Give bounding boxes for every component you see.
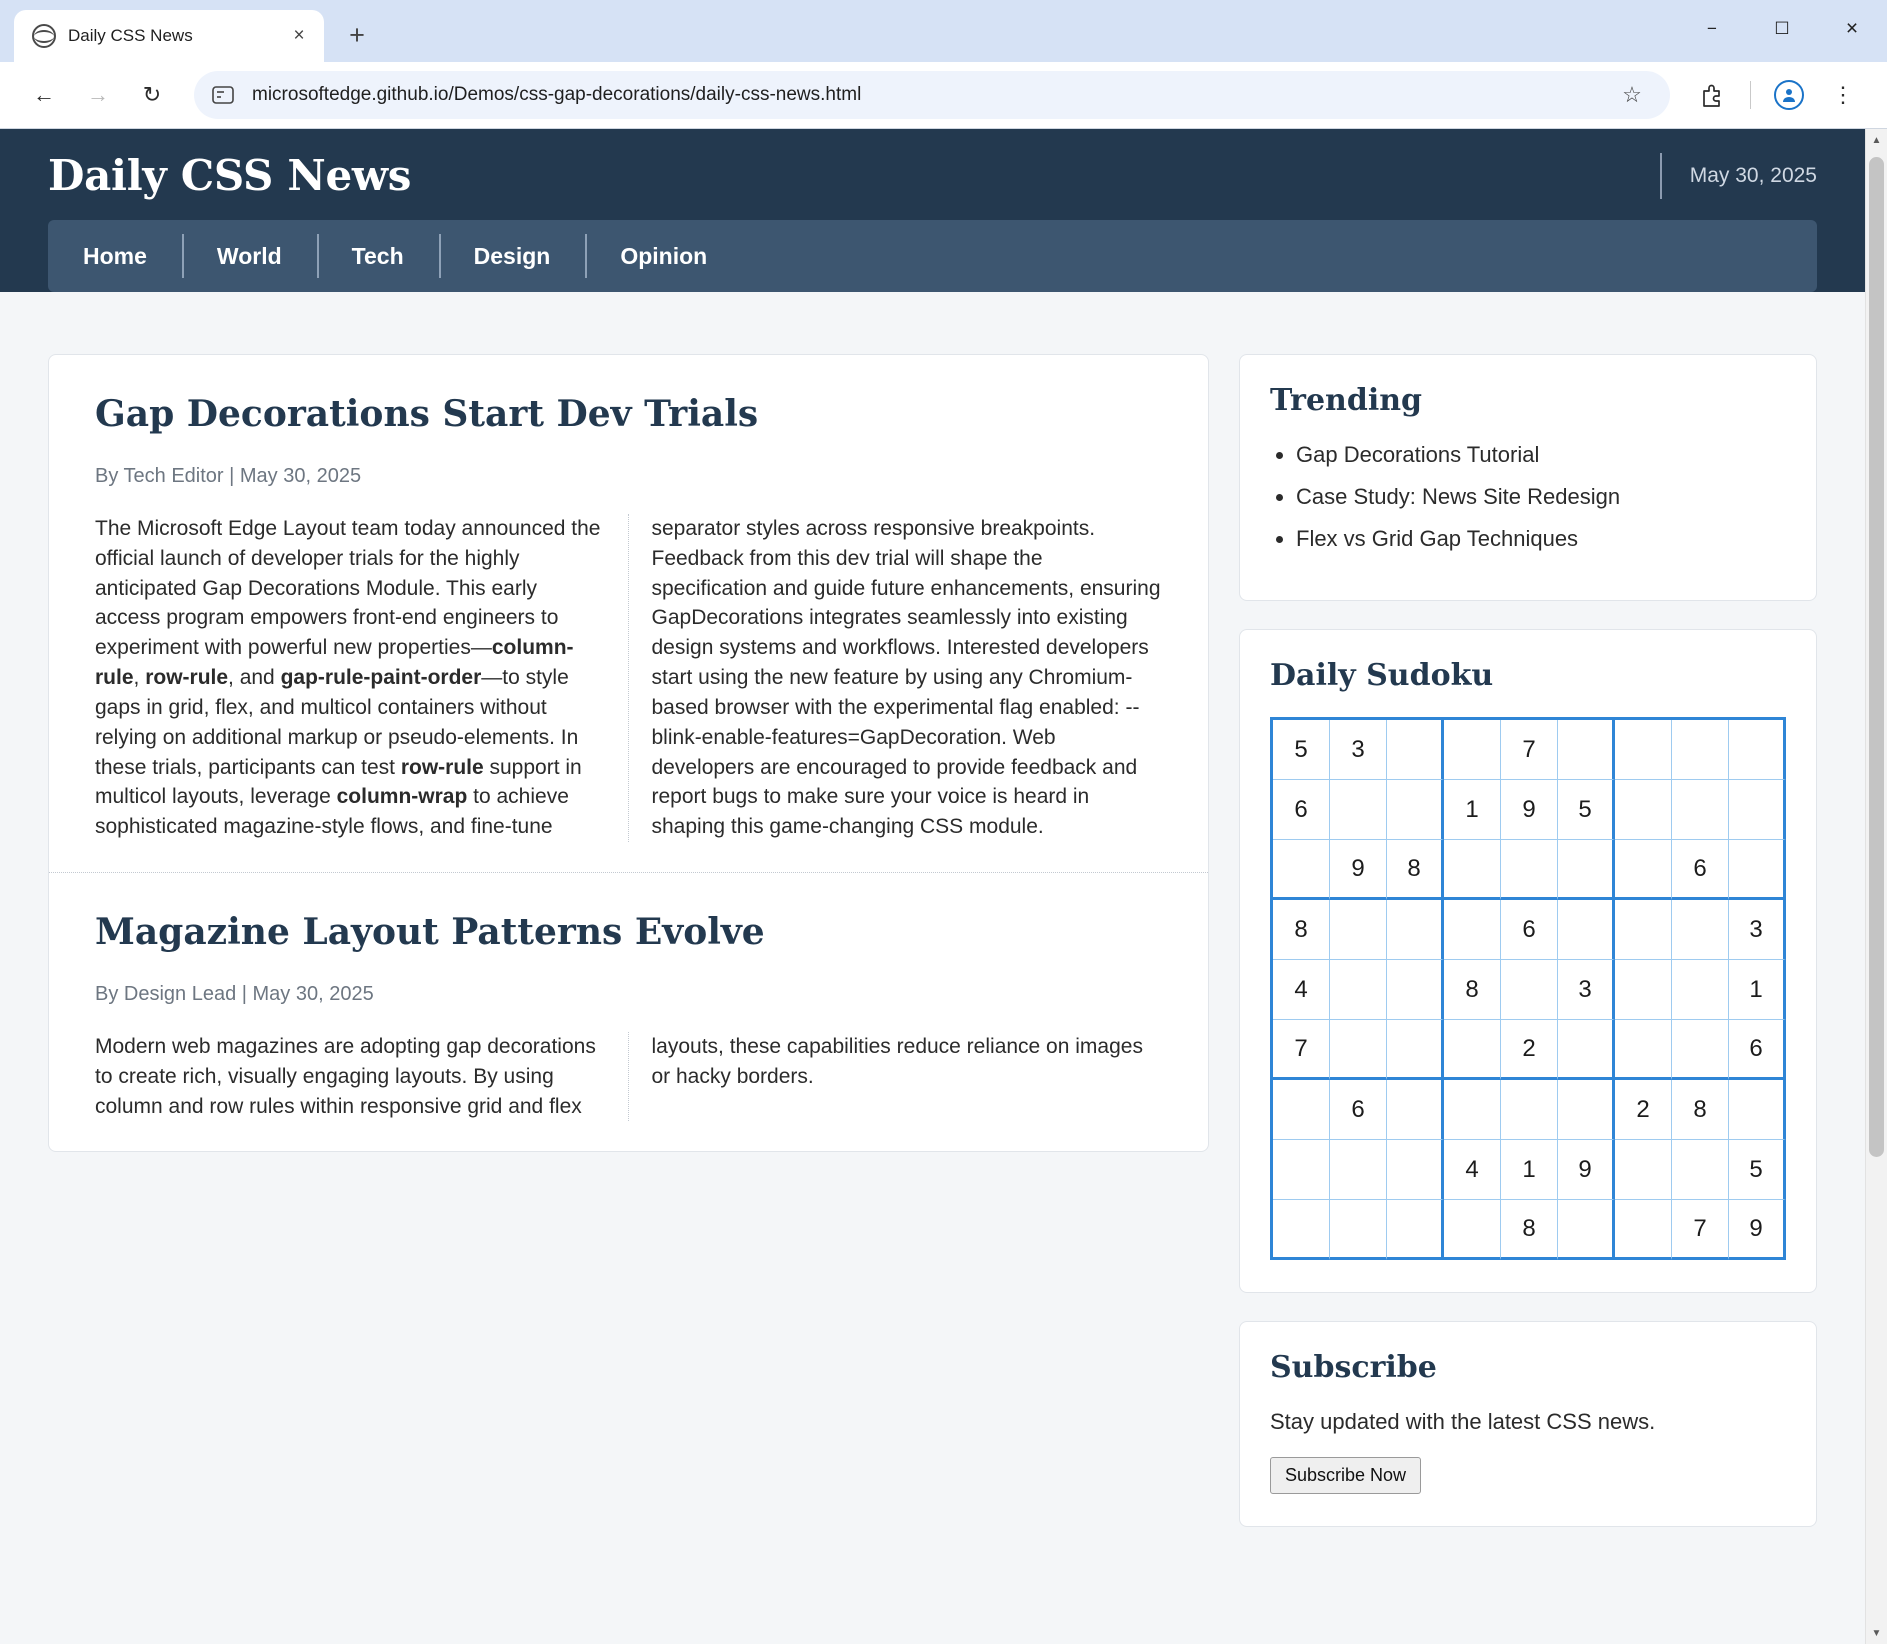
sudoku-cell[interactable] — [1729, 720, 1786, 780]
web-page — [0, 129, 1865, 1644]
article-headline: Magazine Layout Patterns Evolve — [95, 910, 765, 953]
nav-item-world[interactable]: World — [182, 220, 317, 292]
sudoku-cell[interactable]: 6 — [1330, 1080, 1387, 1140]
sudoku-cell[interactable]: 4 — [1444, 1140, 1501, 1200]
sudoku-cell[interactable]: 9 — [1501, 780, 1558, 840]
sudoku-cell[interactable] — [1729, 1080, 1786, 1140]
subscribe-widget — [1239, 1321, 1817, 1527]
sudoku-cell[interactable] — [1615, 1140, 1672, 1200]
tab-close-icon[interactable]: × — [293, 25, 305, 46]
sudoku-cell[interactable] — [1273, 1140, 1330, 1200]
sudoku-cell[interactable] — [1615, 720, 1672, 780]
extensions-icon[interactable] — [1688, 71, 1736, 119]
sudoku-cell[interactable]: 9 — [1330, 840, 1387, 900]
sudoku-cell[interactable]: 9 — [1729, 1200, 1786, 1260]
scrollbar-thumb[interactable] — [1869, 157, 1884, 1157]
bookmark-star-icon[interactable]: ☆ — [1622, 82, 1642, 107]
sudoku-cell[interactable] — [1444, 1200, 1501, 1260]
list-item[interactable]: • Gap Decorations Tutorial — [1296, 442, 1786, 468]
sudoku-cell[interactable] — [1444, 840, 1501, 900]
sudoku-cell[interactable]: 9 — [1558, 1140, 1615, 1200]
sudoku-cell[interactable] — [1672, 780, 1729, 840]
trending-list — [1270, 442, 1786, 552]
sudoku-cell[interactable]: 3 — [1729, 900, 1786, 960]
sudoku-cell[interactable]: 4 — [1273, 960, 1330, 1020]
nav-item-opinion[interactable]: Opinion — [585, 220, 742, 292]
sudoku-cell[interactable] — [1615, 900, 1672, 960]
sudoku-cell[interactable] — [1558, 900, 1615, 960]
sudoku-cell[interactable] — [1387, 960, 1444, 1020]
browser-toolbar — [0, 62, 1887, 128]
sudoku-cell[interactable]: 1 — [1444, 780, 1501, 840]
sudoku-cell[interactable] — [1558, 720, 1615, 780]
sudoku-cell[interactable]: 3 — [1558, 960, 1615, 1020]
sudoku-cell[interactable]: 8 — [1501, 1200, 1558, 1260]
subscribe-title: Subscribe — [1270, 1350, 1437, 1385]
sudoku-cell[interactable]: 6 — [1729, 1020, 1786, 1080]
sudoku-cell[interactable] — [1444, 900, 1501, 960]
sudoku-cell[interactable]: 2 — [1615, 1080, 1672, 1140]
sudoku-grid[interactable] — [1270, 717, 1786, 1260]
back-icon[interactable]: ← — [33, 82, 55, 107]
sudoku-cell[interactable] — [1273, 1080, 1330, 1140]
page-scrollbar[interactable] — [1865, 129, 1887, 1644]
article — [49, 355, 1208, 872]
sudoku-cell[interactable] — [1672, 960, 1729, 1020]
sudoku-cell[interactable] — [1558, 1200, 1615, 1260]
scroll-up-icon[interactable]: ▲ — [1871, 134, 1882, 146]
site-title: Daily CSS News — [48, 151, 412, 200]
url-text: microsoftedge.github.io/Demos/css-gap-decorations/daily-css-news.html — [252, 84, 862, 105]
sudoku-cell[interactable]: 1 — [1501, 1140, 1558, 1200]
forward-icon[interactable]: → — [87, 82, 109, 107]
article-byline: By Design Lead | May 30, 2025 — [95, 982, 374, 1005]
article-headline: Gap Decorations Start Dev Trials — [95, 393, 759, 435]
article — [49, 872, 1208, 1151]
reload-icon[interactable]: ↻ — [142, 82, 162, 107]
sudoku-cell[interactable] — [1558, 840, 1615, 900]
masthead-date: May 30, 2025 — [1660, 153, 1817, 199]
sudoku-cell[interactable]: 6 — [1273, 780, 1330, 840]
sudoku-cell[interactable] — [1615, 960, 1672, 1020]
omnibox-actions — [1608, 71, 1656, 119]
profile-avatar-icon[interactable] — [1765, 71, 1813, 119]
avatar — [1774, 80, 1804, 110]
sudoku-cell[interactable] — [1444, 720, 1501, 780]
sudoku-cell[interactable] — [1387, 720, 1444, 780]
sudoku-cell[interactable] — [1615, 840, 1672, 900]
sudoku-cell[interactable]: 8 — [1273, 900, 1330, 960]
list-item[interactable]: • Flex vs Grid Gap Techniques — [1296, 526, 1786, 552]
sudoku-cell[interactable] — [1501, 1080, 1558, 1140]
sudoku-cell[interactable] — [1558, 1020, 1615, 1080]
window-controls — [1677, 0, 1887, 58]
address-bar[interactable] — [194, 71, 1670, 119]
sudoku-cell[interactable] — [1615, 1020, 1672, 1080]
subscribe-button[interactable]: Subscribe Now — [1270, 1457, 1421, 1494]
sudoku-cell[interactable] — [1501, 960, 1558, 1020]
tab-strip — [0, 0, 1887, 62]
sudoku-cell[interactable] — [1615, 1200, 1672, 1260]
sudoku-widget — [1239, 629, 1817, 1293]
nav-item-home[interactable]: Home — [83, 242, 147, 269]
scroll-down-icon[interactable]: ▼ — [1871, 1627, 1882, 1639]
article-body — [95, 514, 1162, 842]
sudoku-cell[interactable]: 5 — [1729, 1140, 1786, 1200]
sudoku-cell[interactable]: 7 — [1501, 720, 1558, 780]
sudoku-cell[interactable]: 8 — [1444, 960, 1501, 1020]
page-content — [0, 320, 1865, 1555]
sudoku-cell[interactable] — [1672, 1020, 1729, 1080]
sudoku-cell[interactable] — [1330, 780, 1387, 840]
trending-widget — [1239, 354, 1817, 601]
page-viewport — [0, 128, 1887, 1644]
sudoku-cell[interactable] — [1273, 1200, 1330, 1260]
sudoku-cell[interactable] — [1387, 1020, 1444, 1080]
sudoku-cell[interactable] — [1672, 720, 1729, 780]
sudoku-cell[interactable]: 5 — [1558, 780, 1615, 840]
browser-tab[interactable] — [14, 10, 324, 62]
sudoku-cell[interactable]: 8 — [1672, 1080, 1729, 1140]
sudoku-cell[interactable]: 7 — [1672, 1200, 1729, 1260]
new-tab-button[interactable]: + — [349, 19, 365, 50]
sudoku-cell[interactable]: 2 — [1501, 1020, 1558, 1080]
sudoku-cell[interactable] — [1330, 960, 1387, 1020]
sudoku-cell[interactable] — [1387, 900, 1444, 960]
article-body — [95, 1032, 1162, 1121]
sudoku-cell[interactable]: 1 — [1729, 960, 1786, 1020]
sudoku-cell[interactable] — [1273, 840, 1330, 900]
sudoku-cell[interactable] — [1387, 1200, 1444, 1260]
article-paragraph: The Microsoft Edge Layout team today announced the official launch of developer trials for the highly anticipated Gap Decorations Module. This early access program empowers front-end engineers to experiment with powerful new properties—column-rule, row-rule, and gap-rule-paint-order—to style gaps in grid, flex, and multicol containers without relying on additional markup or pseudo-elements. In these trials, participants can test row-rule support in multicol layouts, leverage column-wrap to achieve sophisticated magazine-style flows, and fine-tune separator styles across responsive breakpoints. Feedback from this dev trial will shape the specification and guide future enhancements, ensuring GapDecorations integrates seamlessly into existing design systems and workflows. Interested developers start using the new feature by using any Chromium-based browser with the experimental flag enabled: --blink-enable-features=GapDecoration. Web developers are encouraged to provide feedback and report bugs to make sure your voice is heard in shaping this game-changing CSS module. — [95, 517, 1161, 839]
sudoku-cell[interactable]: 5 — [1273, 720, 1330, 780]
sudoku-cell[interactable] — [1729, 840, 1786, 900]
sudoku-cell[interactable]: 6 — [1672, 840, 1729, 900]
sidebar — [1239, 354, 1817, 1555]
sudoku-cell[interactable] — [1729, 780, 1786, 840]
sudoku-cell[interactable]: 7 — [1273, 1020, 1330, 1080]
maximize-button[interactable]: ☐ — [1774, 19, 1790, 38]
nav-item-design[interactable]: Design — [439, 220, 586, 292]
sudoku-cell[interactable] — [1672, 900, 1729, 960]
sudoku-cell[interactable] — [1387, 1140, 1444, 1200]
globe-icon — [32, 24, 56, 48]
sudoku-cell[interactable] — [1330, 1200, 1387, 1260]
close-window-button[interactable]: × — [1845, 17, 1859, 40]
browser-menu-icon[interactable]: ⋮ — [1832, 82, 1854, 107]
sudoku-title: Daily Sudoku — [1270, 658, 1494, 693]
sudoku-cell[interactable]: 3 — [1330, 720, 1387, 780]
sudoku-cell[interactable] — [1387, 780, 1444, 840]
nav-item-tech[interactable]: Tech — [317, 220, 439, 292]
sudoku-cell[interactable] — [1615, 780, 1672, 840]
sudoku-cell[interactable] — [1444, 1080, 1501, 1140]
minimize-button[interactable]: − — [1707, 19, 1717, 38]
list-item[interactable]: • Case Study: News Site Redesign — [1296, 484, 1786, 510]
sudoku-cell[interactable] — [1558, 1080, 1615, 1140]
tab-title: Daily CSS News — [68, 26, 193, 45]
article-byline: By Tech Editor | May 30, 2025 — [95, 465, 362, 487]
sudoku-cell[interactable]: 8 — [1387, 840, 1444, 900]
sudoku-cell[interactable] — [1501, 840, 1558, 900]
toolbar-divider — [1750, 81, 1751, 109]
article-paragraph: Modern web magazines are adopting gap decorations to create rich, visually engaging layouts. By using column and row rules within responsive grid and flex layouts, these capabilities reduce reliance on images or hacky borders. — [95, 1034, 1143, 1118]
sudoku-cell[interactable]: 6 — [1501, 900, 1558, 960]
subscribe-text: Stay updated with the latest CSS news. — [1270, 1409, 1656, 1434]
site-info-icon[interactable] — [208, 80, 238, 110]
site-header — [0, 129, 1865, 292]
sudoku-cell[interactable] — [1330, 1140, 1387, 1200]
sudoku-cell[interactable] — [1330, 1020, 1387, 1080]
articles-column — [48, 354, 1209, 1152]
sudoku-cell[interactable] — [1330, 900, 1387, 960]
sudoku-cell[interactable] — [1672, 1140, 1729, 1200]
sudoku-cell[interactable] — [1387, 1080, 1444, 1140]
sudoku-cell[interactable] — [1444, 1020, 1501, 1080]
masthead — [48, 151, 1817, 220]
trending-title: Trending — [1270, 383, 1423, 418]
site-nav — [48, 220, 1817, 292]
